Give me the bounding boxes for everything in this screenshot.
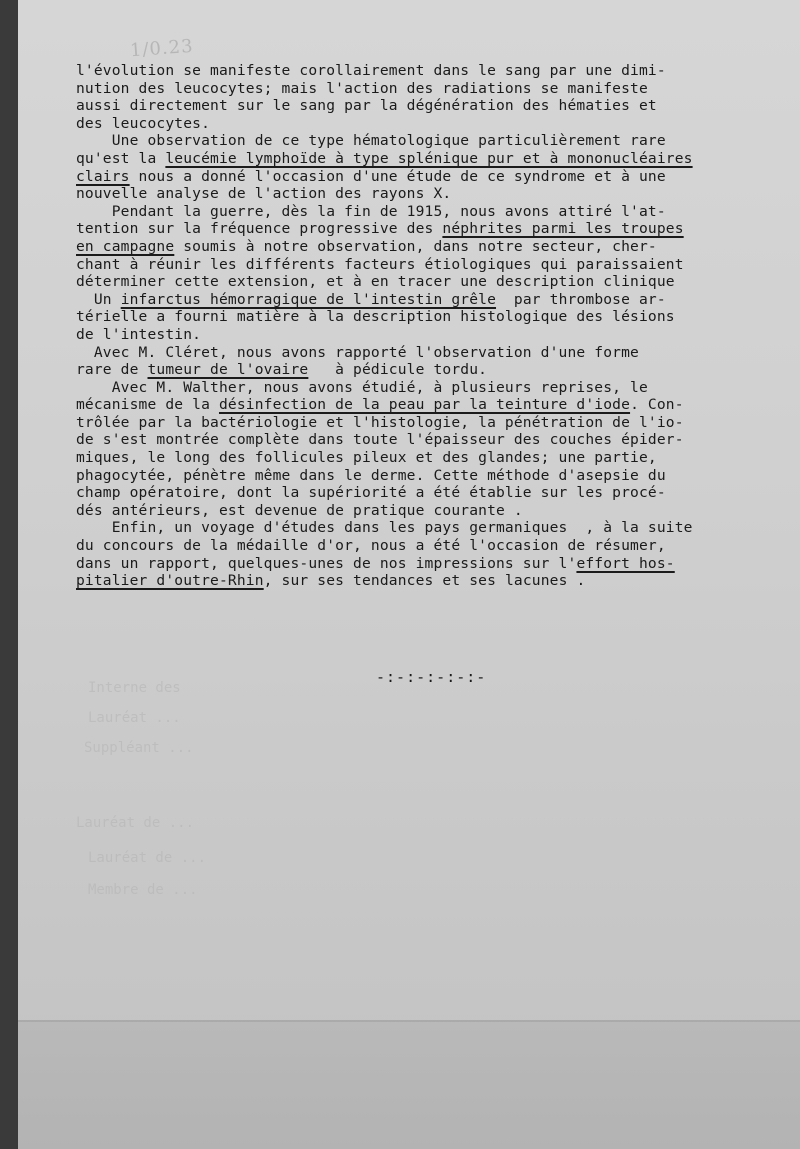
text-line: [76, 256, 792, 274]
text-segment: . Con-: [630, 396, 684, 414]
text-line: [76, 361, 792, 379]
text-segment: du concours de la médaille d'or, nous a été l'occasion de résumer,: [76, 537, 666, 555]
text-segment: à pédicule tordu.: [308, 361, 488, 379]
text-segment: Avec M. Walther, nous avons étudié, à plusieurs reprises, le: [76, 378, 648, 396]
text-line: [76, 80, 792, 98]
bleed-through-text: Lauréat de ...: [88, 850, 207, 866]
bleed-through-text: Lauréat de ...: [76, 815, 195, 831]
text-segment: , sur ses tendances et ses lacunes .: [263, 572, 586, 590]
text-segment: déterminer cette extension, et à en tracer une description clinique: [76, 273, 675, 291]
text-line: [76, 132, 792, 150]
text-segment: térielle a fourni matière à la description histologique des lésions: [76, 308, 675, 326]
text-line: [76, 185, 792, 203]
text-line: [76, 555, 792, 573]
handwritten-note: 1/0.23: [129, 35, 195, 62]
text-segment: Un: [76, 290, 121, 308]
text-line: [76, 449, 792, 467]
text-segment: des leucocytes.: [76, 114, 211, 132]
text-segment: par thrombose ar-: [496, 290, 666, 308]
text-line: [76, 115, 792, 133]
underlined-phrase: infarctus hémorragique de l'intestin grêle: [120, 290, 497, 308]
text-segment: soumis à notre observation, dans notre secteur, cher-: [174, 237, 657, 255]
text-line: [76, 291, 792, 309]
text-line: [76, 344, 792, 362]
underlined-phrase: néphrites parmi les troupes: [442, 220, 684, 238]
text-segment: Avec M. Cléret, nous avons rapporté l'observation d'une forme: [76, 343, 639, 361]
bleed-through-text: Interne des: [88, 680, 181, 696]
underlined-phrase: clairs: [76, 167, 130, 185]
text-line: [76, 467, 792, 485]
text-segment: nous a donné l'occasion d'une étude de ce syndrome et à une: [129, 167, 666, 185]
text-segment: trôlée par la bactériologie et l'histologie, la pénétration de l'io-: [76, 413, 684, 431]
text-line: [76, 97, 792, 115]
text-line: [76, 431, 792, 449]
text-segment: l'évolution se manifeste corollairement dans le sang par une dimi-: [76, 62, 666, 79]
text-line: [76, 150, 792, 168]
underlined-phrase: tumeur de l'ovaire: [147, 361, 309, 379]
text-line: [76, 379, 792, 397]
text-line: [76, 62, 792, 80]
bleed-through-text: Suppléant ...: [84, 740, 194, 756]
underlined-phrase: leucémie lymphoïde à type splénique pur et à mononucléaires: [165, 149, 693, 167]
text-segment: qu'est la: [76, 149, 166, 167]
text-segment: dés antérieurs, est devenue de pratique courante .: [76, 501, 523, 519]
text-line: [76, 519, 792, 537]
bleed-through-text: Lauréat ...: [88, 710, 181, 726]
text-line: [76, 502, 792, 520]
text-segment: de s'est montrée complète dans toute l'épaisseur des couches épider-: [76, 431, 684, 449]
text-segment: aussi directement sur le sang par la dégénération des hématies et: [76, 97, 657, 115]
text-segment: phagocytée, pénètre même dans le derme. Cette méthode d'asepsie du: [76, 466, 666, 484]
underlined-phrase: en campagne: [76, 237, 175, 255]
text-segment: chant à réunir les différents facteurs étiologiques qui paraissaient: [76, 255, 684, 273]
text-line: [76, 168, 792, 186]
text-segment: nouvelle analyse de l'action des rayons X.: [76, 185, 452, 203]
underlined-phrase: pitalier d'outre-Rhin: [76, 572, 264, 590]
text-line: [76, 326, 792, 344]
text-line: [76, 203, 792, 221]
text-segment: dans un rapport, quelques-unes de nos impressions sur l': [76, 554, 577, 572]
text-line: [76, 308, 792, 326]
text-line: [76, 273, 792, 291]
underlined-phrase: effort hos-: [576, 554, 675, 572]
text-segment: de l'intestin.: [76, 325, 202, 343]
text-segment: rare de: [76, 361, 148, 379]
text-line: [76, 238, 792, 256]
typed-text-body: [76, 62, 792, 590]
bleed-through-text: Membre de ...: [88, 882, 198, 898]
section-separator: -:-:-:-:-:-: [376, 668, 487, 686]
document-page: [18, 0, 800, 1149]
text-line: [76, 414, 792, 432]
text-segment: tention sur la fréquence progressive des: [76, 220, 443, 238]
text-line: [76, 220, 792, 238]
text-line: [76, 396, 792, 414]
text-segment: nution des leucocytes; mais l'action des radiations se manifeste: [76, 79, 648, 97]
text-segment: mécanisme de la: [76, 396, 219, 414]
text-segment: champ opératoire, dont la supériorité a été établie sur les procé-: [76, 484, 666, 502]
text-segment: miques, le long des follicules pileux et des glandes; une partie,: [76, 449, 657, 467]
underlined-phrase: désinfection de la peau par la teinture d'iode: [218, 396, 631, 414]
text-segment: Une observation de ce type hématologique particulièrement rare: [76, 132, 666, 150]
text-segment: Pendant la guerre, dès la fin de 1915, nous avons attiré l'at-: [76, 202, 666, 220]
text-line: [76, 484, 792, 502]
underlying-sheet: [18, 1022, 800, 1149]
text-line: [76, 572, 792, 590]
text-line: [76, 537, 792, 555]
text-segment: Enfin, un voyage d'études dans les pays germaniques , à la suite: [76, 519, 693, 537]
